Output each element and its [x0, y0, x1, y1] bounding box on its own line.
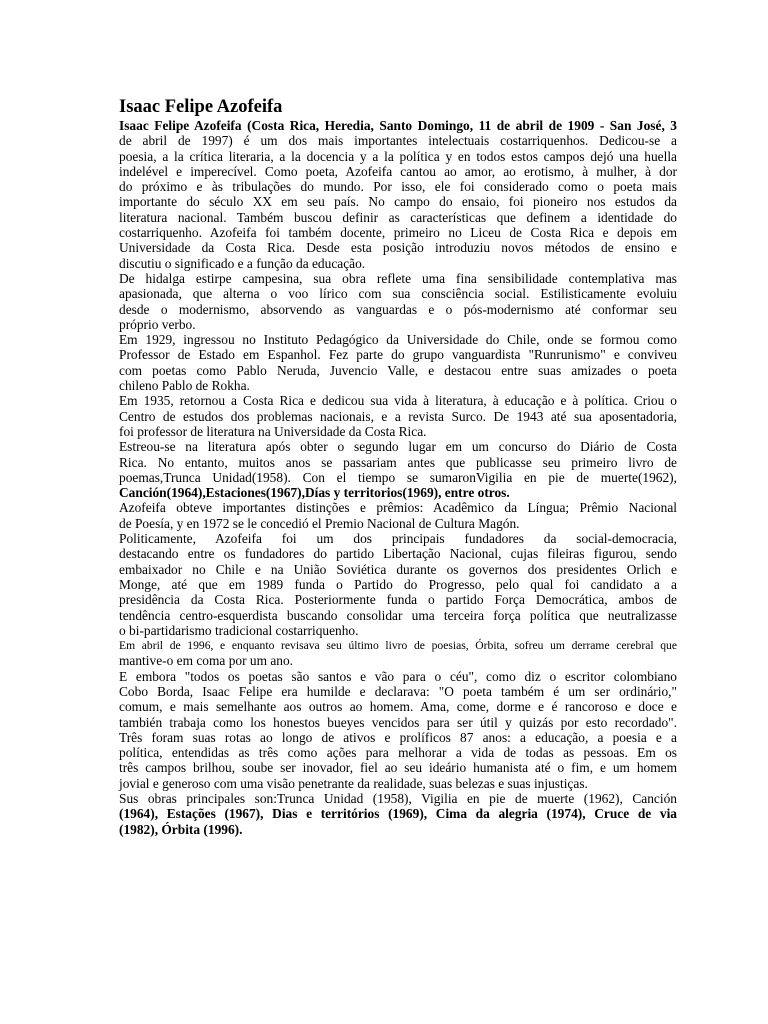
- text-line: [119, 562, 677, 577]
- text-run: jovial e generoso com uma visão penetrante da realidade, suas belezas e suas injustiças.: [119, 775, 588, 791]
- text-run: Universidade da Costa Rica. Desde esta posição introduziu novos métodos de ensino e: [119, 240, 677, 256]
- text-line: [119, 485, 677, 500]
- text-run: Centro de estudos dos problemas nacionais, e a revista Surco. De 1943 até sua aposentadoria,: [119, 408, 677, 424]
- text-line: [119, 286, 677, 301]
- text-line: [119, 118, 677, 133]
- text-run: literatura nacional. Também buscou definir as características que definem a identidade do: [119, 209, 677, 225]
- text-line: [119, 500, 677, 515]
- text-run: poemas,Trunca Unidad(1958). Con el tiempo se sumaronVigilia en pie de muerte(1962),: [119, 469, 677, 485]
- text-line: [119, 516, 677, 531]
- text-run: desde o modernismo, absorvendo as vanguardas e o pós-modernismo até conformar seu: [119, 301, 677, 317]
- text-line: [119, 133, 677, 148]
- text-line: [119, 256, 677, 271]
- text-run: foi professor de literatura na Universidade da Costa Rica.: [119, 423, 427, 439]
- text-line: [119, 470, 677, 485]
- text-run: E embora "todos os poetas são santos e vão para o céu", como diz o escritor colombiano: [119, 668, 677, 684]
- text-run: Rica. No entanto, muitos anos se passariam antes que publicasse seu primeiro livro de: [119, 454, 677, 470]
- document-body: [119, 118, 677, 837]
- text-run: com poetas como Pablo Neruda, Juvencio Valle, e destacou entre suas amizades o poeta: [119, 362, 677, 378]
- text-line: [119, 577, 677, 592]
- text-line: [119, 592, 677, 607]
- text-line: [119, 623, 677, 638]
- text-line: [119, 822, 677, 837]
- text-run: Estreou-se na literatura após obter o segundo lugar em um concurso do Diário de Costa: [119, 439, 677, 455]
- text-line: [119, 194, 677, 209]
- text-run: presidência da Costa Rica. Posteriormente funda o partido Força Democrática, ambos de: [119, 592, 677, 608]
- text-run: embaixador no Chile e na União Soviética durante os governos dos presidentes Orlich e: [119, 561, 677, 577]
- text-line: [119, 669, 677, 684]
- text-line: [119, 225, 677, 240]
- text-run: próprio verbo.: [119, 316, 196, 332]
- text-run: três campos brilhou, soube ser inovador, fiel ao seu ideário humanista até o fim, e um homem: [119, 760, 677, 776]
- text-line: [119, 424, 677, 439]
- text-run: comum, e mais semelhante aos outros ao homem. Ama, come, dorme e é rancoroso e doce e: [119, 699, 677, 715]
- text-line: [119, 638, 677, 653]
- text-line: [119, 791, 677, 806]
- text-run: Azofeifa obteve importantes distinções e prêmios: Acadêmico da Língua; Prêmio Nacional: [119, 500, 677, 516]
- text-line: [119, 240, 677, 255]
- text-run: apasionada, que alterna o voo lírico com sua consciência social. Estilisticamente evoluiu: [119, 286, 677, 302]
- text-run: importante do século XX em seu país. No campo do ensaio, foi pioneiro nos estudos da: [119, 194, 677, 210]
- text-line: [119, 760, 677, 775]
- text-run: poesia, a la crítica literaria, a la docencia y a la política y en todos estos campos dejó una huella: [119, 148, 677, 164]
- text-run: de abril de 1997) é um dos mais importantes intelectuais costarriquenhos. Dedicou-se a: [119, 133, 677, 149]
- text-line: [119, 684, 677, 699]
- text-line: [119, 745, 677, 760]
- text-run: De hidalga estirpe campesina, sua obra reflete uma fina sensibilidade contemplativa mas: [119, 270, 677, 286]
- text-line: [119, 271, 677, 286]
- text-run: indelével e imperecível. Como poeta, Azofeifa cantou ao amor, ao erotismo, à mulher, à dor: [119, 163, 677, 179]
- text-line: [119, 653, 677, 668]
- text-run: Cobo Borda, Isaac Felipe era humilde e declarava: "O poeta também é um ser ordinário,": [119, 683, 677, 699]
- text-line: [119, 347, 677, 362]
- text-run: mantive-o em coma por um ano.: [119, 653, 294, 669]
- text-line: [119, 210, 677, 225]
- text-line: [119, 699, 677, 714]
- text-line: [119, 378, 677, 393]
- text-line: [119, 730, 677, 745]
- text-line: [119, 715, 677, 730]
- text-line: [119, 546, 677, 561]
- bold-text: Canción(1964),Estaciones(1967),Días y territorios(1969), entre otros.: [119, 485, 510, 501]
- text-line: [119, 806, 677, 821]
- text-run: también trabaja como los honestos bueyes vencidos para ser útil y quizás por esto recordado".: [119, 714, 677, 730]
- text-run: do próximo e às tribulações do mundo. Por isso, ele foi considerado como o poeta mais: [119, 179, 677, 195]
- text-line: [119, 179, 677, 194]
- text-run: Em abril de 1996, e enquanto revisava seu último livro de poesias, Órbita, sofreu um derrame cerebral que: [119, 639, 677, 653]
- text-run: Em 1935, retornou a Costa Rica e dedicou sua vida à literatura, à educação e à política. Criou o: [119, 393, 677, 409]
- text-run: tendência centro-esquerdista buscando consolidar uma terceira força política que neutralizasse: [119, 607, 677, 623]
- document-title: Isaac Felipe Azofeifa: [119, 97, 283, 117]
- text-line: [119, 608, 677, 623]
- text-line: [119, 455, 677, 470]
- text-run: Politicamente, Azofeifa foi um dos principais fundadores da social-democracia,: [119, 531, 677, 547]
- text-run: política, entendidas as três como ações para melhorar a vida de todas as pessoas. Em os: [119, 745, 677, 761]
- text-run: o bi-partidarismo tradicional costarriquenho.: [119, 622, 359, 638]
- bold-text: (1982), Órbita (1996).: [119, 821, 243, 837]
- text-line: [119, 409, 677, 424]
- text-run: chileno Pablo de Rokha.: [119, 378, 250, 394]
- text-line: [119, 302, 677, 317]
- text-line: [119, 332, 677, 347]
- text-line: [119, 317, 677, 332]
- text-line: [119, 531, 677, 546]
- text-run: Sus obras principales son:Trunca Unidad (1958), Vigilia en pie de muerte (1962), Canción: [119, 791, 677, 807]
- text-line: [119, 439, 677, 454]
- text-line: [119, 164, 677, 179]
- bold-text: Isaac Felipe Azofeifa (Costa Rica, Heredia, Santo Domingo, 11 de abril de 1909 - San José, 3: [119, 118, 677, 133]
- text-run: destacando entre os fundadores do partido Libertação Nacional, cujas fileiras figurou, sendo: [119, 546, 677, 562]
- text-run: discutiu o significado e a função da educação.: [119, 255, 366, 271]
- text-run: costarriquenho. Azofeifa foi também docente, primeiro no Liceu de Costa Rica e depois em: [119, 225, 677, 241]
- text-line: [119, 776, 677, 791]
- text-run: Professor de Estado em Espanhol. Fez parte do grupo vanguardista "Runrunismo" e conviveu: [119, 347, 677, 363]
- text-line: [119, 363, 677, 378]
- text-run: Três foram suas rotas ao longo de ativos e prolíficos 87 anos: a educação, a poesia e a: [119, 729, 677, 745]
- text-run: Em 1929, ingressou no Instituto Pedagógico da Universidade do Chile, onde se formou como: [119, 332, 677, 348]
- text-line: [119, 149, 677, 164]
- text-run: de Poesía, y en 1972 se le concedió el Premio Nacional de Cultura Magón.: [119, 515, 520, 531]
- bold-text: (1964), Estações (1967), Dias e territórios (1969), Cima da alegria (1974), Cruce de via: [119, 806, 677, 822]
- document-page: [119, 96, 677, 837]
- text-run: Monge, até que em 1989 funda o Partido do Progresso, pelo qual foi candidato a a: [119, 576, 677, 592]
- text-line: [119, 393, 677, 408]
